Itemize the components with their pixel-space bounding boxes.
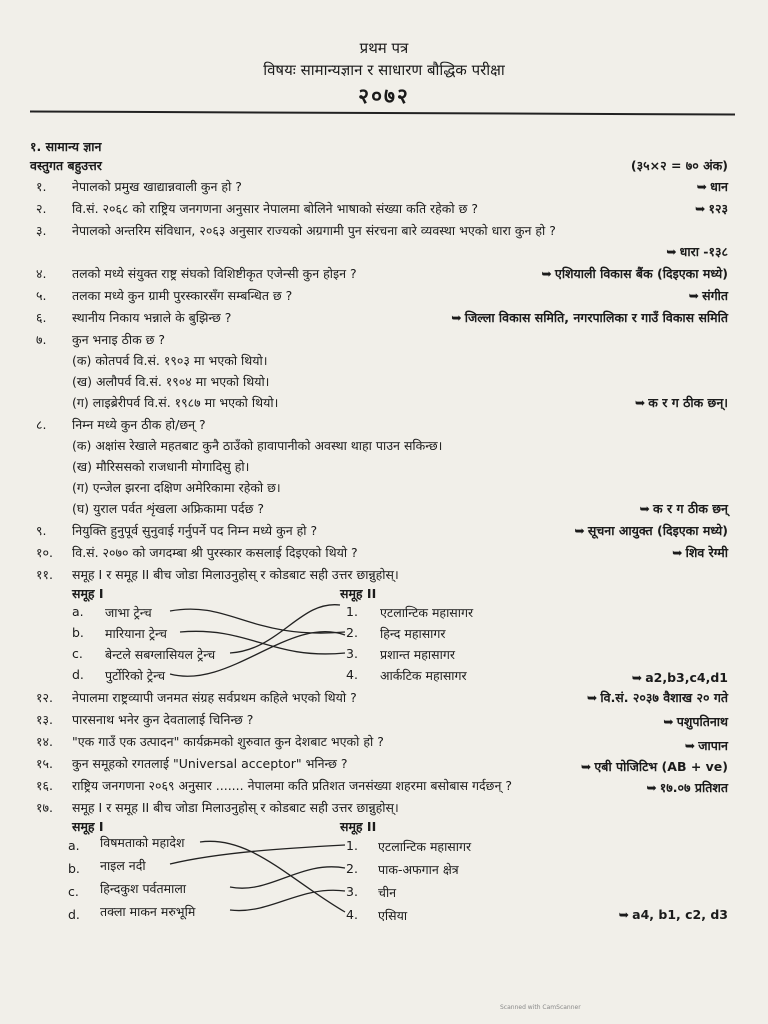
- question-option: (ख) अलौपर्व वि.सं. १९०४ मा भएको थियो।: [72, 374, 270, 389]
- match-left-text: नाइल नदी: [100, 858, 146, 873]
- group2-title: समूह II: [340, 586, 377, 601]
- section-marks: (३५×२ = ७० अंक): [630, 158, 728, 173]
- match-left-letter: b.: [72, 625, 84, 640]
- match-right-num: 4.: [346, 667, 358, 682]
- question-number: २.: [36, 201, 47, 216]
- arrow-icon: ➥: [586, 690, 598, 705]
- question-text: राष्ट्रिय जनगणना २०६९ अनुसार ....... नेपालमा कति प्रतिशत जनसंख्या शहरमा बसोबास गर्दछन् ?: [72, 778, 512, 793]
- match-left-letter: a.: [72, 604, 84, 619]
- answer: ➥ a4, b1, c2, d3: [618, 907, 728, 922]
- match-line: [200, 841, 345, 912]
- match-left-text: मारियाना ट्रेन्च: [105, 626, 167, 641]
- question-text: कुन भनाइ ठीक छ ?: [72, 332, 166, 347]
- question-number: ११.: [36, 567, 53, 582]
- match-right-num: 1.: [346, 838, 358, 853]
- question-number: १.: [36, 179, 47, 194]
- arrow-icon: ➥: [684, 738, 696, 753]
- question-number: १७.: [36, 800, 53, 815]
- arrow-icon: ➥: [696, 179, 708, 194]
- paper-title: प्रथम पत्र: [359, 39, 409, 57]
- question-text: नेपालको प्रमुख खाद्यान्नवाली कुन हो ?: [72, 179, 242, 194]
- question-text: स्थानीय निकाय भन्नाले के बुझिन्छ ?: [72, 310, 232, 325]
- match-left-text: विषमताको महादेश: [100, 835, 185, 850]
- question-option: (ग) लाइब्रेरीपर्व वि.सं. १९८७ मा भएको थियो।: [72, 395, 279, 410]
- arrow-icon: ➥: [646, 780, 657, 795]
- section-title: १. सामान्य ज्ञान: [30, 139, 102, 154]
- question-number: ८.: [36, 417, 47, 432]
- match-line: [230, 890, 345, 910]
- match-right-num: 3.: [346, 646, 358, 661]
- exam-year: २०७२: [358, 84, 410, 108]
- arrow-icon: ➥: [663, 714, 674, 729]
- question-number: १६.: [36, 778, 53, 793]
- question-text: तलको मध्ये संयुक्त राष्ट्र संघको विशिष्टीकृत एजेन्सी कुन होइन ?: [72, 266, 357, 281]
- answer: ➥ एशियाली विकास बैंक (दिइएका मध्ये): [541, 266, 728, 281]
- match-left-letter: b.: [68, 861, 80, 876]
- match-right-text: पाक-अफगान क्षेत्र: [378, 862, 459, 877]
- question-option: (क) कोतपर्व वि.सं. १९०३ मा भएको थियो।: [72, 353, 268, 368]
- arrow-icon: ➥: [618, 907, 630, 922]
- answer: ➥ १२३: [695, 201, 728, 216]
- match-left-letter: c.: [68, 884, 79, 899]
- arrow-icon: ➥: [688, 288, 700, 303]
- match-left-text: तक्ला माकन मरुभूमि: [100, 904, 196, 919]
- arrow-icon: ➥: [666, 244, 677, 259]
- question-number: ५.: [36, 288, 47, 303]
- answer: ➥ a2,b3,c4,d1: [631, 670, 728, 685]
- question-text: नेपालमा राष्ट्रव्यापी जनमत संग्रह सर्वप्रथम कहिले भएको थियो ?: [72, 690, 357, 705]
- arrow-icon: ➥: [695, 201, 706, 216]
- match-left-text: पुर्टोरिको ट्रेन्च: [105, 668, 166, 683]
- question-number: १४.: [36, 734, 53, 749]
- answer: ➥ धारा -१३८: [666, 244, 728, 259]
- answer: ➥ जिल्ला विकास समिति, नगरपालिका र गाउँ विकास समिति: [451, 310, 728, 325]
- match-line: [230, 867, 345, 888]
- arrow-icon: ➥: [634, 395, 646, 410]
- question-number: १५.: [36, 756, 53, 771]
- match-right-text: चीन: [378, 885, 397, 900]
- question-number: ४.: [36, 266, 47, 281]
- match-right-text: प्रशान्त महासागर: [380, 647, 455, 662]
- match-line: [180, 631, 345, 654]
- match-right-text: एसिया: [378, 908, 408, 923]
- answer: ➥ संगीत: [688, 288, 728, 303]
- question-text: वि.सं. २०७० को जगदम्बा श्री पुरस्कार कसलाई दिइएको थियो ?: [72, 545, 358, 560]
- answer: ➥ १७.०७ प्रतिशत: [646, 780, 728, 795]
- arrow-icon: ➥: [574, 523, 585, 538]
- match-left-letter: d.: [72, 667, 84, 682]
- question-text: पारसनाथ भनेर कुन देवतालाई चिनिन्छ ?: [72, 712, 254, 727]
- match-right-num: 4.: [346, 907, 358, 922]
- match-right-text: हिन्द महासागर: [380, 626, 446, 641]
- arrow-icon: ➥: [580, 759, 592, 774]
- match-right-num: 2.: [346, 861, 358, 876]
- question-option: (ख) मौरिससको राजधानी मोगादिसु हो।: [72, 459, 250, 474]
- question-text: तलका मध्ये कुन ग्रामी पुरस्कारसँग सम्बन्धित छ ?: [72, 288, 293, 303]
- match-right-text: एटलान्टिक महासागर: [380, 605, 474, 620]
- group1-title: समूह I: [72, 586, 104, 601]
- match-right-num: 1.: [346, 604, 358, 619]
- question-text: निम्न मध्ये कुन ठीक हो/छन् ?: [72, 417, 206, 432]
- match-right-text: आर्कटिक महासागर: [380, 668, 467, 683]
- answer: ➥ क र ग ठीक छन्: [639, 501, 728, 516]
- match-left-text: हिन्दकुश पर्वतमाला: [100, 881, 187, 896]
- match-left-letter: a.: [68, 838, 80, 853]
- question-text: नियुक्ति हुनुपूर्व सुनुवाई गर्नुपर्ने पद निम्न मध्ये कुन हो ?: [72, 523, 318, 538]
- answer: ➥ सूचना आयुक्त (दिइएका मध्ये): [574, 523, 728, 538]
- question-text: कुन समूहको रगतलाई "Universal acceptor" भनिन्छ ?: [72, 756, 348, 771]
- question-text: समूह I र समूह II बीच जोडा मिलाउनुहोस् र कोडबाट सही उत्तर छान्नुहोस्।: [72, 567, 399, 582]
- match-left-text: बेन्टले सबग्लासियल ट्रेन्च: [105, 647, 216, 662]
- match-right-text: एटलान्टिक महासागर: [378, 839, 472, 854]
- answer: ➥ जापान: [684, 738, 728, 753]
- question-number: १३.: [36, 712, 53, 727]
- question-option: (घ) युराल पर्वत शृंखला अफ्रिकामा पर्दछ ?: [72, 501, 264, 516]
- question-number: ७.: [36, 332, 47, 347]
- match-right-num: 2.: [346, 625, 358, 640]
- answer: ➥ वि.सं. २०३७ वैशाख २० गते: [586, 690, 728, 705]
- question-option: (ग) एन्जेल झरना दक्षिण अमेरिकामा रहेको छ।: [72, 480, 281, 495]
- question-text: नेपालको अन्तरिम संविधान, २०६३ अनुसार राज्यको अग्रगामी पुन संरचना बारे व्यवस्था भएको धारा कुन हो ?: [72, 223, 556, 238]
- group1-title: समूह I: [72, 819, 104, 834]
- question-option: (क) अक्षांस रेखाले महतबाट कुनै ठाउँको हावापानीको अवस्था थाहा पाउन सकिन्छ।: [72, 438, 443, 453]
- group2-title: समूह II: [340, 819, 377, 834]
- answer: ➥ एबी पोजिटिभ (AB + ve): [580, 759, 728, 774]
- arrow-icon: ➥: [541, 266, 552, 281]
- question-text: समूह I र समूह II बीच जोडा मिलाउनुहोस् र कोडबाट सही उत्तर छान्नुहोस्।: [72, 800, 399, 815]
- arrow-icon: ➥: [672, 545, 683, 560]
- question-text: वि.सं. २०६८ को राष्ट्रिय जनगणना अनुसार नेपालमा बोलिने भाषाको संख्या कति रहेको छ ?: [72, 201, 478, 216]
- match-left-text: जाभा ट्रेन्च: [105, 605, 152, 620]
- match-line: [230, 605, 340, 653]
- match-line: [170, 609, 345, 633]
- scanner-watermark: Scanned with CamScanner: [500, 1004, 581, 1011]
- question-number: १२.: [36, 690, 53, 705]
- section-subtitle: वस्तुगत बहुउत्तर: [30, 158, 102, 173]
- answer: ➥ धान: [696, 179, 728, 194]
- match-left-letter: c.: [72, 646, 83, 661]
- subject-title: विषयः सामान्यज्ञान र साधारण बौद्धिक परीक्षा: [263, 61, 505, 79]
- arrow-icon: ➥: [639, 501, 651, 516]
- question-number: ९.: [36, 523, 47, 538]
- match-left-letter: d.: [68, 907, 80, 922]
- arrow-icon: ➥: [451, 310, 462, 325]
- arrow-icon: ➥: [631, 670, 643, 685]
- question-number: ६.: [36, 310, 47, 325]
- answer: ➥ शिव रेग्मी: [672, 545, 728, 560]
- question-number: १०.: [36, 545, 53, 560]
- match-right-num: 3.: [346, 884, 358, 899]
- question-text: "एक गाउँ एक उत्पादन" कार्यक्रमको शुरुवात कुन देशबाट भएको हो ?: [72, 734, 384, 749]
- question-number: ३.: [36, 223, 47, 238]
- answer: ➥ पशुपतिनाथ: [663, 714, 728, 729]
- answer: ➥ क र ग ठीक छन्।: [634, 395, 728, 410]
